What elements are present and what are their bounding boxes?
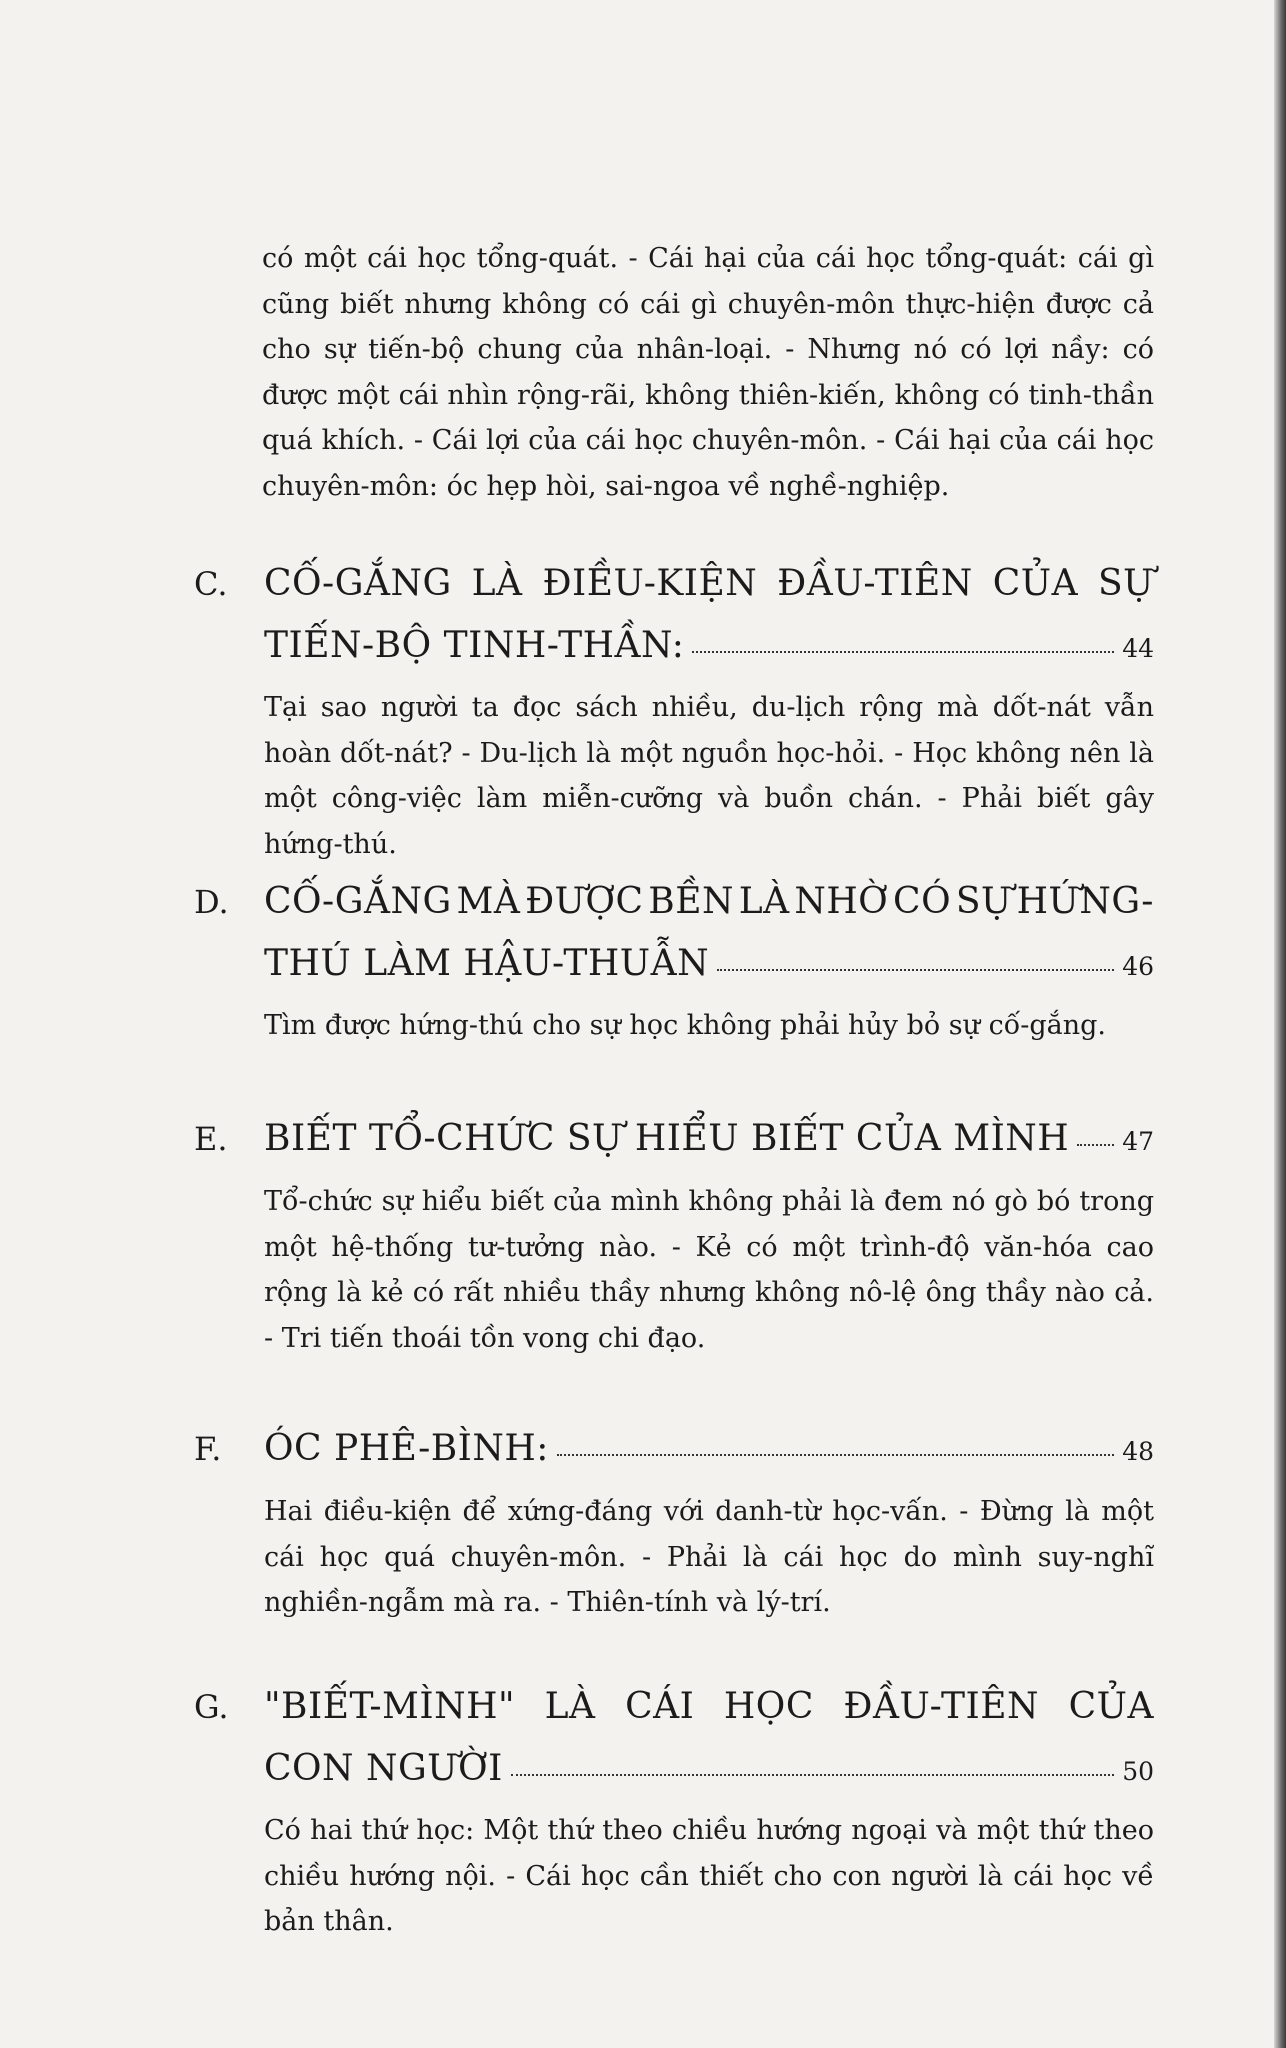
title-word: CÁI <box>625 1686 695 1727</box>
title-word: SỰ <box>955 881 1012 922</box>
title-word: HỨNG- <box>1016 881 1154 922</box>
title-line-1 <box>264 553 1154 615</box>
title-word: MÀ <box>456 881 521 922</box>
dot-leader <box>692 651 1114 653</box>
title-word: LÀ <box>544 1686 596 1727</box>
title-word: ĐẦU-TIÊN <box>777 563 973 604</box>
title-line-2 <box>264 615 1154 680</box>
section-title <box>264 553 1154 680</box>
page-number: 47 <box>1122 1127 1154 1156</box>
page-number: 50 <box>1122 1757 1154 1786</box>
title-word: ĐƯỢC <box>525 881 644 922</box>
title-text: TIẾN-BỘ TINH-THẦN: <box>264 625 685 666</box>
title-word: HỌC <box>723 1686 814 1727</box>
title-word: NHỜ <box>794 881 889 922</box>
page-number: 46 <box>1122 952 1154 981</box>
section-title <box>264 1418 1154 1483</box>
title-word: CỦA <box>1068 1686 1154 1727</box>
page-edge-shadow <box>1274 0 1286 2048</box>
title-text: ÓC PHÊ-BÌNH: <box>264 1428 549 1469</box>
title-line-1 <box>264 1108 1154 1173</box>
section-description: Tổ-chức sự hiểu biết của mình không phải là đem nó gò bó trong một hệ-thống tư-tưởng nào. - Kẻ có một trình-độ văn-hóa cao rộng là kẻ có rất nhiều thầy nhưng không nô-lệ ông thầy nào cả. - Tri tiến thoái tồn vong chi đạo. <box>264 1186 1154 1354</box>
section-letter: E. <box>194 1120 228 1158</box>
title-line-2 <box>264 933 1154 998</box>
dot-leader <box>717 969 1114 971</box>
title-text: BIẾT TỔ-CHỨC SỰ HIỂU BIẾT CỦA MÌNH <box>264 1118 1070 1159</box>
section-letter: D. <box>194 883 229 921</box>
section-letter: F. <box>194 1430 222 1468</box>
title-text: THÚ LÀM HẬU-THUẪN <box>264 943 710 984</box>
section-description: Tại sao người ta đọc sách nhiều, du-lịch rộng mà dốt-nát vẫn hoàn dốt-nát? - Du-lịch là một nguồn học-hỏi. - Học không nên là một công-việc làm miễn-cưỡng và buồn chán. - Phải biết gây hứng-thú. <box>264 692 1154 860</box>
title-word: CỐ-GẮNG <box>264 881 452 922</box>
title-word: BỀN <box>648 881 735 922</box>
section-letter: G. <box>194 1688 229 1726</box>
section-title <box>264 1676 1154 1803</box>
section-title <box>264 871 1154 998</box>
title-word: CỦA <box>992 563 1079 604</box>
page-number: 48 <box>1122 1437 1154 1466</box>
title-line-1 <box>264 1676 1154 1738</box>
title-word: ĐẦU-TIÊN <box>843 1686 1040 1727</box>
section-title <box>264 1108 1154 1173</box>
title-line-2 <box>264 1738 1154 1803</box>
dot-leader <box>511 1774 1114 1776</box>
title-word: CỐ-GẮNG <box>264 563 452 604</box>
title-text: CON NGƯỜI <box>264 1748 503 1789</box>
dot-leader <box>557 1454 1114 1456</box>
section-letter: C. <box>194 565 228 603</box>
title-word: "BIẾT-MÌNH" <box>264 1686 516 1727</box>
intro-paragraph: có một cái học tổng-quát. - Cái hại của cái học tổng-quát: cái gì cũng biết nhưng không có cái gì chuyên-môn thực-hiện được cả cho sự tiến-bộ chung của nhân-loại. - Nhưng nó có lợi nầy: có được một cái nhìn rộng-rãi, không thiên-kiến, không có tinh-thần quá khích. - Cái lợi của cái học chuyên-môn. - Cái hại của cái học chuyên-môn: óc hẹp hòi, sai-ngoa về nghề-nghiệp. <box>262 243 1154 502</box>
title-word: SỰ <box>1097 563 1154 604</box>
page-number: 44 <box>1122 634 1154 663</box>
title-word: LÀ <box>738 881 790 922</box>
title-word: CÓ <box>893 881 952 922</box>
section-description: Tìm được hứng-thú cho sự học không phải hủy bỏ sự cố-gắng. <box>264 1010 1106 1041</box>
title-word: ĐIỀU-KIỆN <box>542 563 758 604</box>
title-line-1 <box>264 871 1154 933</box>
section-description: Có hai thứ học: Một thứ theo chiều hướng ngoại và một thứ theo chiều hướng nội. - Cái học cần thiết cho con người là cái học về bản thân. <box>264 1815 1154 1938</box>
title-word: LÀ <box>471 563 523 604</box>
title-line-1 <box>264 1418 1154 1483</box>
section-description: Hai điều-kiện để xứng-đáng với danh-từ học-vấn. - Đừng là một cái học quá chuyên-môn. - Phải là cái học do mình suy-nghĩ nghiền-ngẫm mà ra. - Thiên-tính và lý-trí. <box>264 1496 1154 1619</box>
dot-leader <box>1077 1144 1114 1146</box>
